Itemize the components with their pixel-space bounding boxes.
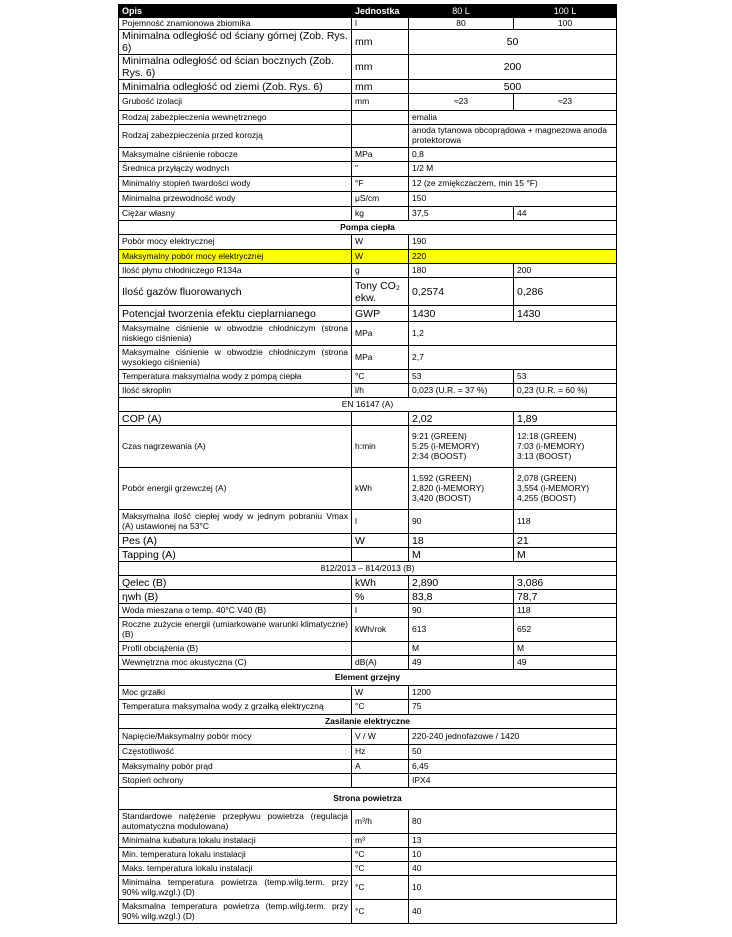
value-line: 2,078 (GREEN) bbox=[517, 473, 577, 484]
section-title: Zasilanie elektryczne bbox=[119, 715, 617, 729]
row-label: ηwh (B) bbox=[119, 590, 352, 604]
row-label: Pojemność znamionowa zbiornika bbox=[119, 18, 352, 30]
row-label: Minimalna odległość od ścian bocznych (Zob. Rys. 6) bbox=[119, 55, 352, 80]
table-row bbox=[119, 80, 617, 94]
table-row bbox=[119, 618, 617, 642]
row-label: Grubość izolacji bbox=[119, 94, 352, 111]
row-value-80l: ≈23 bbox=[409, 94, 514, 111]
row-value: 40 bbox=[409, 900, 617, 924]
value-line: 1,592 (GREEN) bbox=[412, 473, 472, 484]
row-value: 40 bbox=[409, 862, 617, 876]
row-unit: °C bbox=[352, 848, 409, 862]
table-row bbox=[119, 207, 617, 221]
row-value-80l: 90 bbox=[409, 604, 514, 618]
table-row bbox=[119, 834, 617, 848]
row-value: 80 bbox=[409, 810, 617, 834]
header-desc: Opis bbox=[119, 5, 352, 18]
row-unit: MPa bbox=[352, 346, 409, 370]
row-label: Roczne zużycie energii (umiarkowane warunki klimatyczne) (B) bbox=[119, 618, 352, 642]
row-label: Minimalna temperatura powietrza (temp.wilg.term. przy 90% wilg.wzgl.) (D) bbox=[119, 876, 352, 900]
row-label: Pobór energii grzewczej (A) bbox=[119, 468, 352, 510]
row-label: Maksymalny pobór mocy elektrycznej bbox=[119, 250, 352, 264]
section-title: Element grzejny bbox=[119, 670, 617, 686]
row-value-80l: 83,8 bbox=[409, 590, 514, 604]
table-row bbox=[119, 656, 617, 670]
value-line: 3,554 (i-MEMORY) bbox=[517, 482, 590, 493]
row-value-100l: 44 bbox=[514, 207, 617, 221]
row-value-100l: 118 bbox=[514, 510, 617, 534]
row-label: Średnica przyłączy wodnych bbox=[119, 162, 352, 177]
table-row bbox=[119, 94, 617, 111]
row-value-80l: 180 bbox=[409, 264, 514, 278]
row-label: Ciężar własny bbox=[119, 207, 352, 221]
section-row bbox=[119, 398, 617, 412]
row-value: 1,2 bbox=[409, 322, 617, 346]
table-row bbox=[119, 900, 617, 924]
table-row bbox=[119, 642, 617, 656]
row-label: Standardowe natężenie przepływu powietrza (regulacja automatyczna modulowana) bbox=[119, 810, 352, 834]
row-value-80l: M bbox=[409, 548, 514, 562]
table-row bbox=[119, 576, 617, 590]
table-row bbox=[119, 548, 617, 562]
spec-table-body bbox=[119, 5, 617, 924]
row-unit: Hz bbox=[352, 745, 409, 760]
row-value-80l: 1430 bbox=[409, 306, 514, 322]
row-value-100l: 78,7 bbox=[514, 590, 617, 604]
row-unit: A bbox=[352, 760, 409, 774]
row-value-100l: M bbox=[514, 642, 617, 656]
section-title: Pompa ciepła bbox=[119, 221, 617, 235]
row-unit: h:min bbox=[352, 426, 409, 468]
value-line: 3:13 (BOOST) bbox=[517, 450, 572, 461]
row-value-100l: 21 bbox=[514, 534, 617, 548]
row-label: Rodzaj zabezpieczenia wewnętrznego bbox=[119, 111, 352, 125]
row-unit bbox=[352, 642, 409, 656]
row-value-80l: 0,023 (U.R. = 37 %) bbox=[409, 384, 514, 398]
row-unit: MPa bbox=[352, 322, 409, 346]
row-label: Min. temperatura lokalu instalacji bbox=[119, 848, 352, 862]
row-value: 6,45 bbox=[409, 760, 617, 774]
row-label: Czas nagrzewania (A) bbox=[119, 426, 352, 468]
table-row bbox=[119, 148, 617, 162]
row-label: Minimalna kubatura lokalu instalacji bbox=[119, 834, 352, 848]
row-unit bbox=[352, 774, 409, 788]
row-label: Moc grzałki bbox=[119, 686, 352, 700]
section-row bbox=[119, 788, 617, 810]
row-value: 200 bbox=[409, 55, 617, 80]
row-value: 50 bbox=[409, 745, 617, 760]
row-value: emalia bbox=[409, 111, 617, 125]
row-unit: W bbox=[352, 235, 409, 250]
row-value: 10 bbox=[409, 848, 617, 862]
table-row bbox=[119, 250, 617, 264]
table-row bbox=[119, 848, 617, 862]
row-unit: kWh bbox=[352, 576, 409, 590]
section-row bbox=[119, 221, 617, 235]
row-unit: W bbox=[352, 686, 409, 700]
row-value: 0,8 bbox=[409, 148, 617, 162]
row-unit: % bbox=[352, 590, 409, 604]
row-value-100l: ≈23 bbox=[514, 94, 617, 111]
row-unit: GWP bbox=[352, 306, 409, 322]
row-label: Ilość gazów fluorowanych bbox=[119, 278, 352, 306]
row-value-100l: 49 bbox=[514, 656, 617, 670]
row-unit: l bbox=[352, 18, 409, 30]
table-row bbox=[119, 700, 617, 715]
row-unit: m³/h bbox=[352, 810, 409, 834]
row-label: Woda mieszana o temp. 40°C V40 (B) bbox=[119, 604, 352, 618]
row-unit bbox=[352, 125, 409, 148]
row-unit: kWh/rok bbox=[352, 618, 409, 642]
row-value-100l bbox=[514, 426, 617, 468]
row-value-100l: 53 bbox=[514, 370, 617, 384]
table-row bbox=[119, 876, 617, 900]
table-row bbox=[119, 177, 617, 192]
row-value-100l bbox=[514, 468, 617, 510]
row-label: Napięcie/Maksymalny pobór mocy bbox=[119, 729, 352, 745]
row-unit: l/h bbox=[352, 384, 409, 398]
row-value: 150 bbox=[409, 192, 617, 207]
row-label: Rodzaj zabezpieczenia przed korozją bbox=[119, 125, 352, 148]
value-line: 5:25 (i-MEMORY) bbox=[412, 440, 480, 451]
row-value-80l: 2,02 bbox=[409, 412, 514, 426]
row-unit: l bbox=[352, 510, 409, 534]
table-row bbox=[119, 192, 617, 207]
row-value-80l bbox=[409, 426, 514, 468]
row-value-100l: M bbox=[514, 548, 617, 562]
value-line: 4,255 (BOOST) bbox=[517, 492, 577, 503]
spec-table bbox=[118, 4, 617, 924]
row-unit: mm bbox=[352, 94, 409, 111]
section-title: EN 16147 (A) bbox=[119, 398, 617, 412]
section-row bbox=[119, 562, 617, 576]
table-row bbox=[119, 384, 617, 398]
row-unit: g bbox=[352, 264, 409, 278]
table-row bbox=[119, 510, 617, 534]
value-line: 7:03 (i-MEMORY) bbox=[517, 440, 585, 451]
row-label: Stopień ochrony bbox=[119, 774, 352, 788]
row-value-80l: 613 bbox=[409, 618, 514, 642]
row-unit bbox=[352, 111, 409, 125]
row-label: Pobór mocy elektrycznej bbox=[119, 235, 352, 250]
row-unit: MPa bbox=[352, 148, 409, 162]
row-value-80l: 53 bbox=[409, 370, 514, 384]
section-title: 812/2013 – 814/2013 (B) bbox=[119, 562, 617, 576]
value-line: 3,420 (BOOST) bbox=[412, 492, 472, 503]
row-value-100l: 0,286 bbox=[514, 278, 617, 306]
row-label: Maksymalna ilość ciepłej wody w jednym pobraniu Vmax (A) ustawionej na 53°C bbox=[119, 510, 352, 534]
table-row bbox=[119, 412, 617, 426]
table-row bbox=[119, 30, 617, 55]
row-value-100l: 3,086 bbox=[514, 576, 617, 590]
row-value-100l: 118 bbox=[514, 604, 617, 618]
table-row bbox=[119, 604, 617, 618]
row-unit: mm bbox=[352, 55, 409, 80]
section-title: Strona powietrza bbox=[119, 788, 617, 810]
row-value-100l: 0,23 (U.R. = 60 %) bbox=[514, 384, 617, 398]
row-value: 220 bbox=[409, 250, 617, 264]
row-unit: mm bbox=[352, 30, 409, 55]
row-value-80l: 49 bbox=[409, 656, 514, 670]
table-row bbox=[119, 278, 617, 306]
row-label: Potencjał tworzenia efektu cieplarnianego bbox=[119, 306, 352, 322]
row-unit: kg bbox=[352, 207, 409, 221]
row-label: Maksymalne ciśnienie robocze bbox=[119, 148, 352, 162]
row-value-80l: 90 bbox=[409, 510, 514, 534]
row-value: 1200 bbox=[409, 686, 617, 700]
row-unit: W bbox=[352, 534, 409, 548]
row-label: COP (A) bbox=[119, 412, 352, 426]
row-label: Ilość płynu chłodniczego R134a bbox=[119, 264, 352, 278]
row-unit bbox=[352, 412, 409, 426]
table-row bbox=[119, 370, 617, 384]
header-100l: 100 L bbox=[514, 5, 617, 18]
table-row bbox=[119, 235, 617, 250]
row-label: Temperatura maksymalna wody z grzałką elektryczną bbox=[119, 700, 352, 715]
table-row bbox=[119, 468, 617, 510]
row-value-80l: 2,890 bbox=[409, 576, 514, 590]
row-value-80l: 0,2574 bbox=[409, 278, 514, 306]
value-line: 2:34 (BOOST) bbox=[412, 450, 467, 461]
row-value: 1/2 M bbox=[409, 162, 617, 177]
row-label: Profil obciążenia (B) bbox=[119, 642, 352, 656]
table-row bbox=[119, 55, 617, 80]
row-value: IPX4 bbox=[409, 774, 617, 788]
row-unit: l bbox=[352, 604, 409, 618]
row-unit: kWh bbox=[352, 468, 409, 510]
row-value: 500 bbox=[409, 80, 617, 94]
row-unit: W bbox=[352, 250, 409, 264]
row-value-100l: 200 bbox=[514, 264, 617, 278]
row-label: Temperatura maksymalna wody z pompą ciepła bbox=[119, 370, 352, 384]
row-value-80l: 80 bbox=[409, 18, 514, 30]
table-row bbox=[119, 686, 617, 700]
value-line: 2,820 (i-MEMORY) bbox=[412, 482, 485, 493]
row-label: Minimalna odległość od ziemi (Zob. Rys. 6) bbox=[119, 80, 352, 94]
table-row bbox=[119, 162, 617, 177]
table-row bbox=[119, 111, 617, 125]
row-value-80l bbox=[409, 468, 514, 510]
row-value: anoda tytanowa obcoprądowa + magnezowa anoda protektorowa bbox=[409, 125, 617, 148]
table-row bbox=[119, 534, 617, 548]
table-row bbox=[119, 426, 617, 468]
table-row bbox=[119, 590, 617, 604]
row-label: Minimalna odległość od ściany górnej (Zob. Rys. 6) bbox=[119, 30, 352, 55]
row-label: Maksymalne ciśnienie w obwodzie chłodniczym (strona niskiego ciśnienia) bbox=[119, 322, 352, 346]
row-value: 220-240 jednofazowe / 1420 bbox=[409, 729, 617, 745]
table-row bbox=[119, 810, 617, 834]
row-label: Minimalna przewodność wody bbox=[119, 192, 352, 207]
table-row bbox=[119, 264, 617, 278]
row-unit: °C bbox=[352, 700, 409, 715]
table-row bbox=[119, 322, 617, 346]
value-line: 9:21 (GREEN) bbox=[412, 431, 467, 442]
row-value: 12 (ze zmiękczaczem, min 15 °F) bbox=[409, 177, 617, 192]
row-label: Częstotliwość bbox=[119, 745, 352, 760]
row-value-80l: M bbox=[409, 642, 514, 656]
table-row bbox=[119, 862, 617, 876]
row-unit: " bbox=[352, 162, 409, 177]
table-header bbox=[119, 5, 617, 18]
row-label: Maksymalny pobór prąd bbox=[119, 760, 352, 774]
row-unit: m³ bbox=[352, 834, 409, 848]
row-unit: °C bbox=[352, 862, 409, 876]
row-label: Tapping (A) bbox=[119, 548, 352, 562]
header-80l: 80 L bbox=[409, 5, 514, 18]
row-value-80l: 37,5 bbox=[409, 207, 514, 221]
row-value: 190 bbox=[409, 235, 617, 250]
row-value: 10 bbox=[409, 876, 617, 900]
row-label: Ilość skroplin bbox=[119, 384, 352, 398]
row-unit: mm bbox=[352, 80, 409, 94]
row-value-100l: 1,89 bbox=[514, 412, 617, 426]
row-value: 75 bbox=[409, 700, 617, 715]
row-unit: °C bbox=[352, 876, 409, 900]
row-value-100l: 100 bbox=[514, 18, 617, 30]
table-row bbox=[119, 18, 617, 30]
table-row bbox=[119, 774, 617, 788]
row-value: 50 bbox=[409, 30, 617, 55]
row-value: 2,7 bbox=[409, 346, 617, 370]
section-row bbox=[119, 670, 617, 686]
row-unit: °C bbox=[352, 900, 409, 924]
row-value-100l: 1430 bbox=[514, 306, 617, 322]
row-unit: °F bbox=[352, 177, 409, 192]
row-label: Pes (A) bbox=[119, 534, 352, 548]
table-row bbox=[119, 729, 617, 745]
row-label: Wewnętrzna moc akustyczna (C) bbox=[119, 656, 352, 670]
row-value: 13 bbox=[409, 834, 617, 848]
row-unit: °C bbox=[352, 370, 409, 384]
row-unit: dB(A) bbox=[352, 656, 409, 670]
row-unit bbox=[352, 548, 409, 562]
row-value-100l: 652 bbox=[514, 618, 617, 642]
row-label: Maksmalna temperatura powietrza (temp.wilg.term. przy 90% wilg.wzgl.) (D) bbox=[119, 900, 352, 924]
value-line: 12:18 (GREEN) bbox=[517, 431, 577, 442]
table-row bbox=[119, 346, 617, 370]
table-row bbox=[119, 760, 617, 774]
row-value-80l: 18 bbox=[409, 534, 514, 548]
header-unit: Jednostka bbox=[352, 5, 409, 18]
row-unit: Tony CO₂ ekw. bbox=[352, 278, 409, 306]
table-row bbox=[119, 306, 617, 322]
row-unit: μS/cm bbox=[352, 192, 409, 207]
row-label: Maks. temperatura lokalu instalacji bbox=[119, 862, 352, 876]
row-label: Qelec (B) bbox=[119, 576, 352, 590]
section-row bbox=[119, 715, 617, 729]
row-unit: V / W bbox=[352, 729, 409, 745]
table-row bbox=[119, 745, 617, 760]
row-label: Minimalny stopień twardości wody bbox=[119, 177, 352, 192]
table-row bbox=[119, 125, 617, 148]
row-label: Maksymalne ciśnienie w obwodzie chłodniczym (strona wysokiego ciśnienia) bbox=[119, 346, 352, 370]
